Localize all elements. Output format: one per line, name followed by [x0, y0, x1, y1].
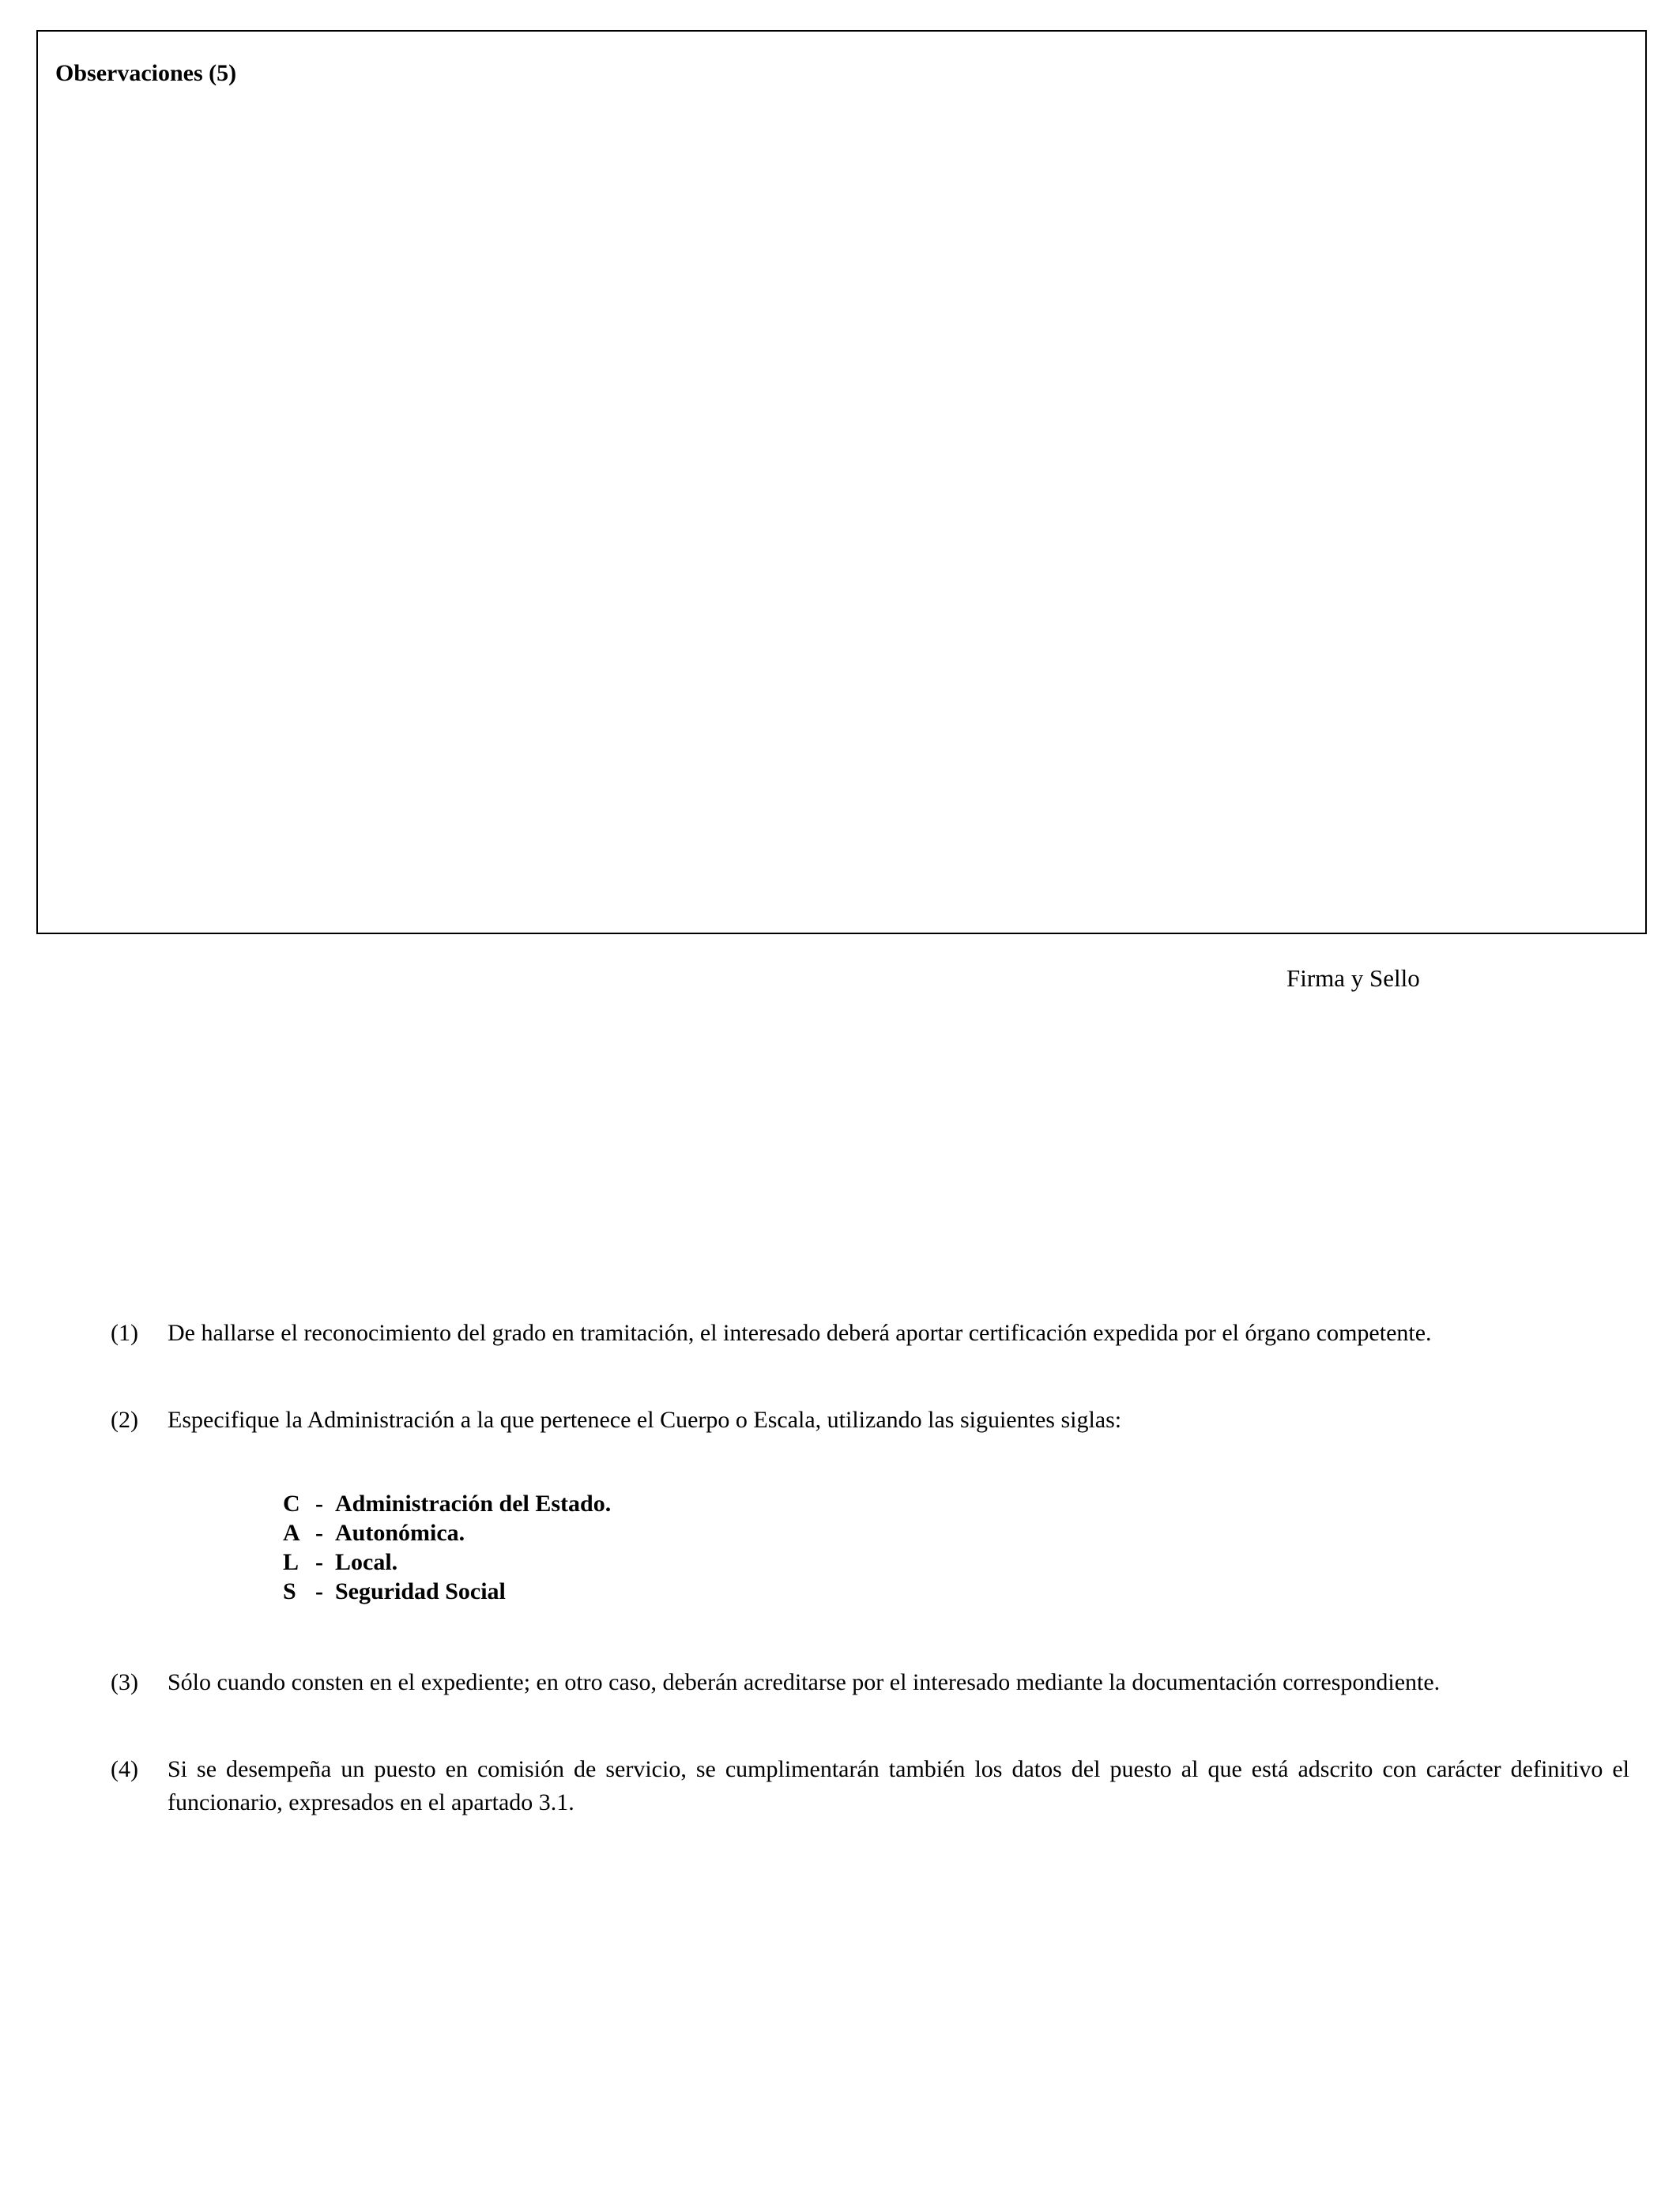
- sigla-label: Local.: [335, 1549, 398, 1575]
- sigla-item: [283, 1577, 611, 1606]
- footnote-text: De hallarse el reconocimiento del grado en tramitación, el interesado deberá aportar certificación expedida por el órgano competente.: [168, 1320, 1432, 1346]
- footnote-text: Sólo cuando consten en el expediente; en otro caso, deberán acreditarse por el interesado mediante la documentación correspondiente.: [168, 1669, 1441, 1695]
- sigla-dash: -: [315, 1578, 323, 1604]
- sigla-item: [283, 1547, 611, 1577]
- footnote-text: Si se desempeña un puesto en comisión de servicio, se cumplimentarán también los datos del puesto al que está adscrito con carácter definitivo el funcionario, expresados en el apartado 3.1.: [168, 1756, 1629, 1815]
- observaciones-box: [36, 30, 1647, 934]
- sigla-code: S: [283, 1578, 296, 1604]
- footnote-number: (4): [111, 1756, 138, 1782]
- sigla-dash: -: [315, 1491, 323, 1517]
- footnote-number: (1): [111, 1320, 138, 1346]
- footnote-number: (2): [111, 1407, 138, 1433]
- sigla-dash: -: [315, 1549, 323, 1575]
- sigla-code: A: [283, 1520, 300, 1546]
- observaciones-title: Observaciones (5): [55, 60, 237, 86]
- sigla-dash: -: [315, 1520, 323, 1546]
- sigla-label: Autonómica.: [335, 1520, 465, 1546]
- footnote-text: Especifique la Administración a la que pertenece el Cuerpo o Escala, utilizando las siguientes siglas:: [168, 1407, 1122, 1433]
- footnote-number: (3): [111, 1669, 138, 1695]
- sigla-item: [283, 1518, 611, 1547]
- siglas-list: [283, 1489, 611, 1606]
- sigla-code: C: [283, 1491, 300, 1517]
- firma-y-sello-label: Firma y Sello: [1286, 964, 1420, 992]
- sigla-code: L: [283, 1549, 299, 1575]
- sigla-item: [283, 1489, 611, 1518]
- sigla-label: Administración del Estado.: [335, 1491, 612, 1517]
- sigla-label: Seguridad Social: [335, 1578, 506, 1604]
